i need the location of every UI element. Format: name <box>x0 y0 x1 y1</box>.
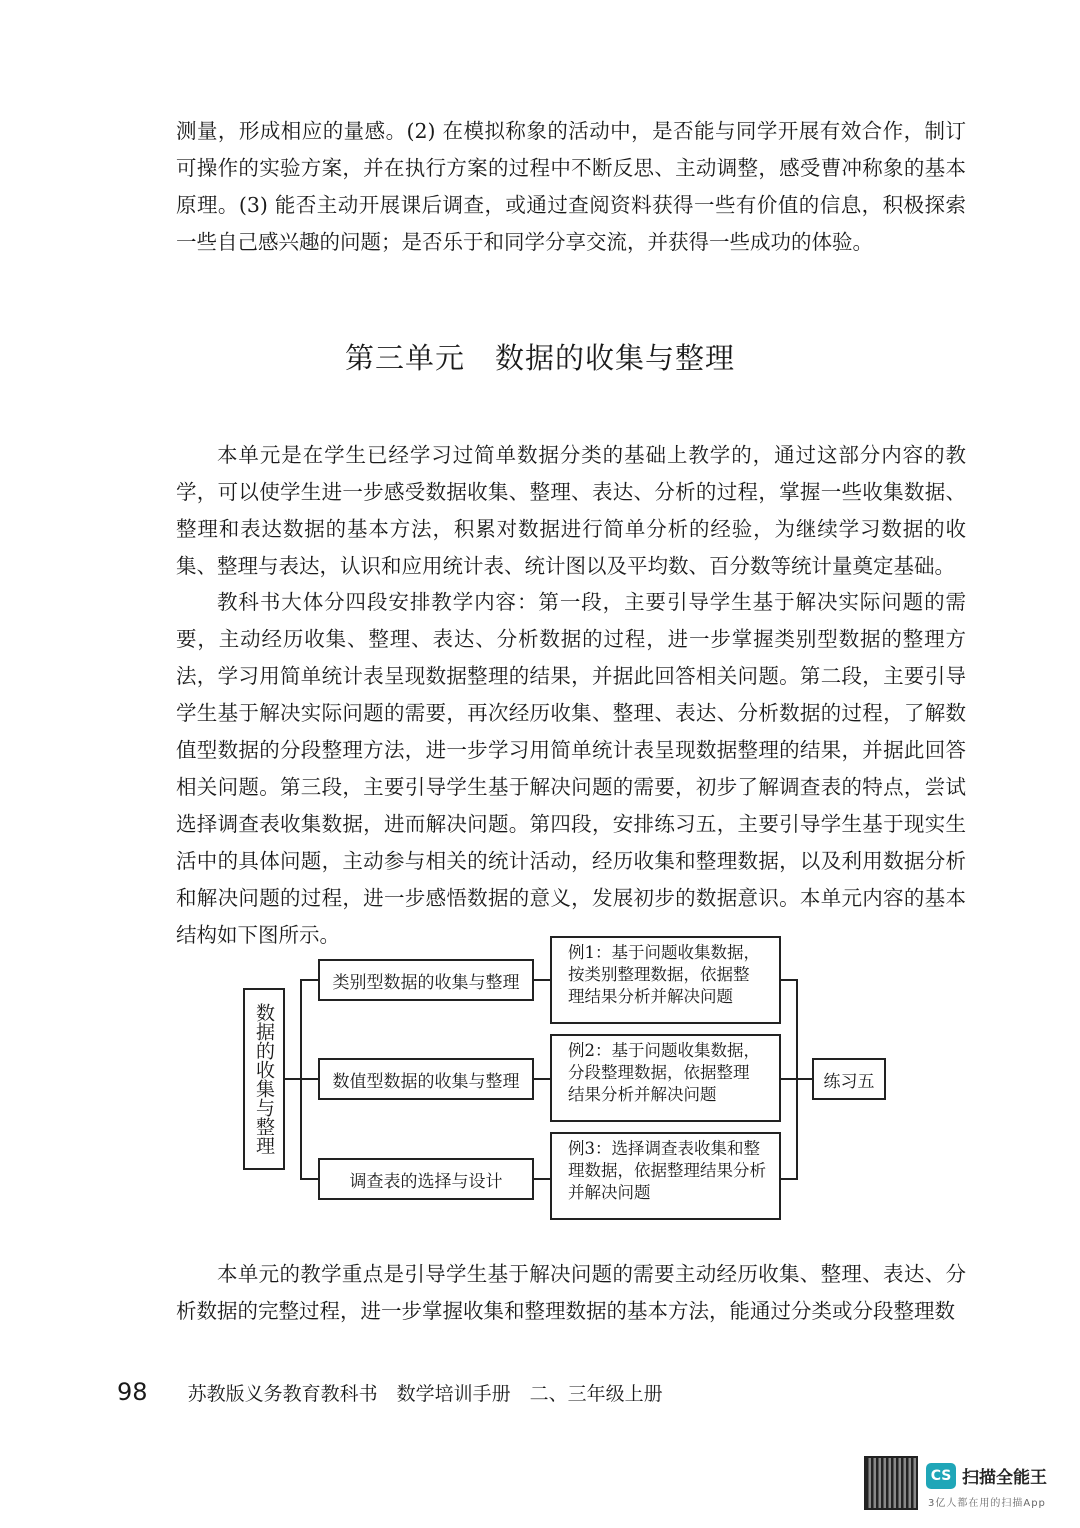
example-2-line: 结果分析并解决问题 <box>568 1085 717 1104</box>
focus-paragraph: 本单元的教学重点是引导学生基于解决问题的需要主动经历收集、整理、表达、分析数据的完整过程，进一步掌握收集和整理数据的基本方法，能通过分类或分段整理数 <box>176 1262 966 1323</box>
example-1-line: 理结果分析并解决问题 <box>568 987 733 1006</box>
branch-survey-table: 调查表的选择与设计 <box>318 1158 534 1200</box>
diagram-root: 数据的收集与整理 <box>243 988 285 1170</box>
example-2 <box>550 1034 781 1122</box>
continued-paragraph: 测量，形成相应的量感。(2) 在模拟称象的活动中，是否能与同学开展有效合作，制订可操作的实验方案，并在执行方案的过程中不断反思、主动调整，感受曹冲称象的基本原理。(3) 能否主动开展课后调查，或通过查阅资料获得一些有价值的信息，积极探索一些自己感兴趣的问题；是否乐于和同学分享交流，并获得一些成功的体验。 <box>176 119 966 254</box>
camscanner-logo-icon[interactable]: CS <box>926 1463 956 1489</box>
example-3 <box>550 1132 781 1220</box>
connector <box>300 1078 318 1080</box>
connector <box>534 1078 550 1080</box>
connector <box>796 1078 812 1080</box>
page-number: 98 <box>117 1378 148 1406</box>
connector <box>300 979 318 981</box>
example-3-line: 并解决问题 <box>568 1183 651 1202</box>
connector <box>285 1078 301 1080</box>
connector <box>781 979 797 981</box>
example-1 <box>550 936 781 1024</box>
section-title: 第三单元 数据的收集与整理 <box>344 341 735 375</box>
connector <box>534 979 550 981</box>
brand-tagline: 3亿人都在用的扫描App <box>928 1498 1046 1509</box>
example-2-line: 例2：基于问题收集数据， <box>568 1041 760 1060</box>
book-title: 苏教版义务教育教科书 数学培训手册 二、三年级上册 <box>187 1383 663 1405</box>
branch-numerical: 数值型数据的收集与整理 <box>318 1058 534 1100</box>
connector <box>781 1178 797 1180</box>
unit-structure-diagram <box>243 934 893 1224</box>
structure-paragraph: 教科书大体分四段安排教学内容：第一段，主要引导学生基于解决实际问题的需要，主动经历收集、整理、表达、分析数据的过程，进一步掌握类别型数据的整理方法，学习用简单统计表呈现数据整理的结果，并据此回答相关问题。第二段，主要引导学生基于解决实际问题的需要，再次经历收集、整理、表达、分析数据的过程，了解数值型数据的分段整理方法，进一步学习用简单统计表呈现数据整理的结果，并据此回答相关问题。第三段，主要引导学生基于解决问题的需要，初步了解调查表的特点，尝试选择调查表收集数据，进而解决问题。第四段，安排练习五，主要引导学生基于现实生活中的具体问题，主动参与相关的统计活动，经历收集和整理数据，以及利用数据分析和解决问题的过程，进一步感悟数据的意义，发展初步的数据意识。本单元内容的基本结构如下图所示。 <box>176 590 966 947</box>
page-footer <box>117 1378 663 1406</box>
example-2-line: 分段整理数据，依据整理 <box>568 1063 750 1082</box>
diagram-target: 练习五 <box>812 1058 886 1100</box>
example-1-line: 例1：基于问题收集数据， <box>568 943 760 962</box>
brand-name: 扫描全能王 <box>962 1468 1047 1488</box>
connector <box>534 1178 550 1180</box>
intro-paragraph: 本单元是在学生已经学习过简单数据分类的基础上教学的，通过这部分内容的教学，可以使学生进一步感受数据收集、整理、表达、分析的过程，掌握一些收集数据、整理和表达数据的基本方法，积累对数据进行简单分析的经验，为继续学习数据的收集、整理与表达，认识和应用统计表、统计图以及平均数、百分数等统计量奠定基础。 <box>176 443 966 578</box>
qr-code-icon[interactable] <box>866 1458 916 1508</box>
example-3-line: 理数据，依据整理结果分析 <box>568 1161 766 1180</box>
connector <box>781 1078 797 1080</box>
example-1-line: 按类别整理数据，依据整 <box>568 965 750 984</box>
example-3-line: 例3：选择调查表收集和整 <box>568 1139 760 1158</box>
branch-categorical: 类别型数据的收集与整理 <box>318 959 534 1001</box>
connector <box>300 1178 318 1180</box>
